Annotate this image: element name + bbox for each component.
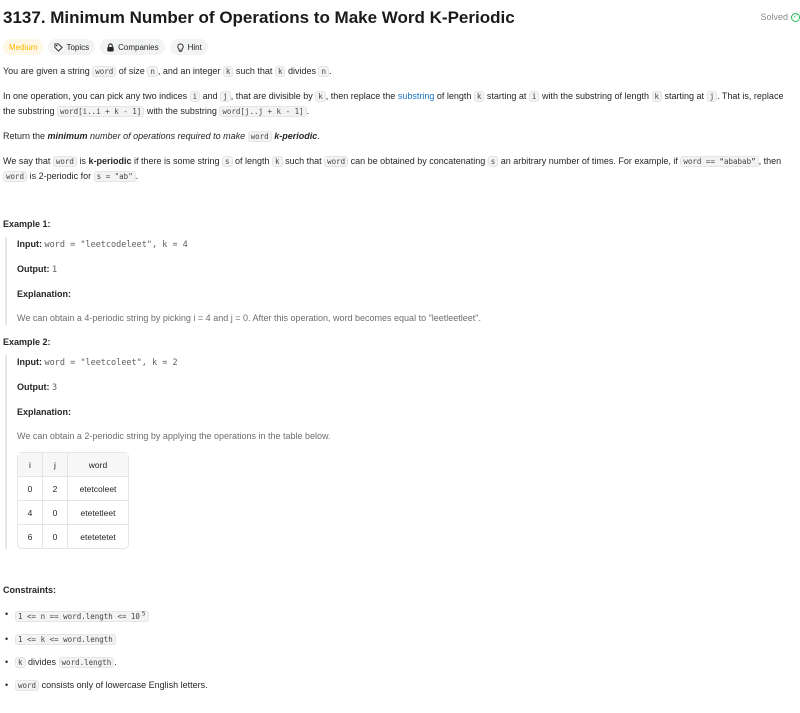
constraint-item: • 1 <= k <= word.length (15, 632, 800, 647)
constraints-list (3, 607, 800, 693)
companies-button[interactable] (100, 39, 164, 55)
example-1-block (5, 237, 800, 325)
table-header: word (68, 453, 128, 477)
constraint-item: • k divides word.length . (15, 655, 800, 670)
example-2-explanation: We can obtain a 2-periodic string by applying the operations in the table below. (17, 431, 331, 441)
hint-label: Hint (187, 42, 202, 52)
tag-row (3, 39, 800, 55)
check-circle-icon: ✓ (792, 14, 799, 20)
table-row: 4 0 etetetleet (18, 501, 128, 525)
substring-link[interactable]: substring (397, 91, 435, 101)
companies-label: Companies (118, 42, 159, 52)
example-1-explanation: We can obtain a 4-periodic string by picking i = 4 and j = 0. After this operation, word becomes equal to "leetleetleet". (17, 313, 481, 323)
hint-button[interactable] (170, 39, 208, 55)
example-2-output: Output: 3 (17, 382, 58, 393)
solved-label: Solved (760, 12, 788, 22)
description-paragraph-4: We say that word is k-periodic if there is some string s of length k such that word can be obtained by concatenating s an arbitrary number of times. For example, if word == “ababab” , then word is 2-periodic for s = "ab" . (3, 156, 782, 181)
description-paragraph-1: You are given a string word of size n , and an integer k such that k divides n . (3, 66, 332, 76)
inline-code: n (318, 66, 329, 77)
topics-button[interactable] (48, 39, 95, 55)
difficulty-badge: Medium (3, 39, 43, 55)
inline-code: word (92, 66, 116, 77)
lightbulb-icon (176, 43, 185, 52)
constraints-title: Constraints: (3, 585, 57, 595)
table-row: 0 2 etetcoleet (18, 477, 128, 501)
example-2-explanation-label: Explanation: (17, 407, 72, 417)
constraint-item: • 1 <= n == word.length <= 10 $^5$ (15, 607, 800, 624)
inline-code: k (275, 66, 286, 77)
problem-title[interactable]: 3137. Minimum Number of Operations to Make Word K-Periodic (3, 8, 515, 27)
constraint-item: • word consists only of lowercase English letters. (15, 678, 800, 693)
inline-code: n (147, 66, 158, 77)
description-paragraph-2: In one operation, you can pick any two indices i and j , that are divisible by k , then replace the substring of length k starting at i with the substring of length k starting at j . That is, replace the substring word[i..i + k - 1] with the substring word[j..j + k - 1] . (3, 91, 784, 116)
description-paragraph-3: Return the minimum number of operations required to make word k-periodic. (3, 131, 320, 141)
solved-status (760, 10, 800, 22)
example-2-title: Example 2: (3, 337, 51, 347)
example-1-output: Output: 1 (17, 264, 58, 275)
title-row (3, 0, 800, 32)
example-1-title: Example 1: (3, 219, 51, 229)
table-row: 6 0 etetetetet (18, 525, 128, 548)
example-2-block (5, 355, 800, 549)
table-header: j (43, 453, 68, 477)
example-2-input: Input: word = "leetcoleet", k = 2 (17, 357, 178, 368)
operations-table (17, 452, 129, 549)
inline-code: k (223, 66, 234, 77)
example-1-input: Input: word = "leetcodeleet", k = 4 (17, 239, 188, 250)
table-header: i (18, 453, 43, 477)
tag-icon (54, 43, 63, 52)
topics-label: Topics (66, 42, 90, 52)
lock-icon (106, 43, 115, 52)
example-1-explanation-label: Explanation: (17, 289, 72, 299)
